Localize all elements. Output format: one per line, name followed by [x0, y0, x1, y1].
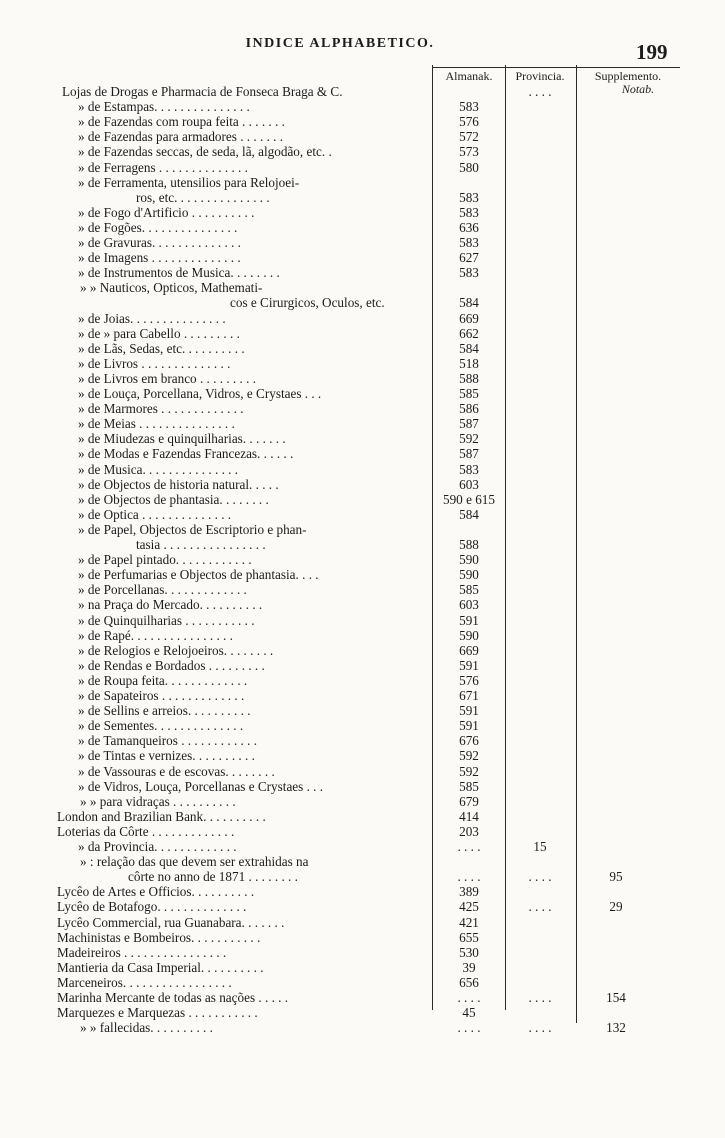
entry-label: » de Instrumentos de Musica. . . . . . . .	[78, 265, 280, 281]
entry-almanak-page: 590	[459, 567, 479, 583]
index-entry	[0, 190, 700, 205]
index-entry	[0, 265, 700, 280]
entry-almanak-page: 585	[459, 386, 479, 401]
entry-label: » de Tintas e vernizes. . . . . . . . . .	[78, 748, 255, 764]
index-entry	[0, 295, 700, 310]
entry-label: » de Roupa feita. . . . . . . . . . . . .	[78, 672, 248, 688]
entry-almanak-page: 425	[459, 899, 479, 915]
index-entry	[0, 220, 700, 235]
index-entry	[0, 794, 700, 809]
index-entry	[0, 930, 700, 945]
entry-almanak-page: 669	[459, 642, 479, 658]
index-entry	[0, 915, 700, 930]
index-entry	[0, 884, 700, 899]
entry-almanak-page: 671	[459, 688, 479, 703]
index-entry	[0, 144, 700, 159]
entry-label: » de Sementes. . . . . . . . . . . . . .	[78, 718, 244, 734]
entry-label: » de Objectos de historia natural. . . . .	[78, 476, 279, 492]
entry-almanak-page: 679	[459, 793, 479, 809]
index-entry	[0, 250, 700, 265]
entry-label: » de Meias . . . . . . . . . . . . . . .	[78, 416, 235, 432]
entry-label: » de Papel, Objectos de Escriptorio e phan-	[78, 521, 307, 537]
column-header-provincia: Provincia.	[515, 69, 565, 83]
column-header-supplemento-label: Supplemento.	[594, 69, 662, 83]
entry-label: » de Modas e Fazendas Francezas. . . . . .	[78, 446, 294, 462]
index-entry	[0, 597, 700, 612]
entry-provincia-page: . . . .	[528, 1020, 552, 1036]
index-entry	[0, 175, 700, 190]
index-entry	[0, 492, 700, 507]
entry-almanak-page: 203	[459, 823, 479, 839]
index-entry	[0, 537, 700, 552]
entry-almanak-page: 591	[459, 612, 479, 628]
index-entry	[0, 809, 700, 824]
index-entry	[0, 764, 700, 779]
entry-almanak-page: 636	[459, 219, 479, 235]
entry-supplemento-page: 132	[606, 1020, 626, 1036]
entry-label: » de Vassouras e de escovas. . . . . . . .	[78, 763, 275, 779]
index-entry	[0, 371, 700, 386]
entry-label: » de » para Cabello . . . . . . . . .	[78, 325, 240, 341]
entry-label: » de Ferragens . . . . . . . . . . . . . .	[78, 159, 248, 175]
entry-label: » de Ferramenta, utensilios para Relojoei-	[78, 174, 300, 190]
entry-label: » de Objectos de phantasia. . . . . . . .	[78, 491, 269, 507]
entry-label: London and Brazilian Bank. . . . . . . . . .	[57, 808, 266, 824]
entry-almanak-page: 590	[459, 627, 479, 643]
entry-almanak-page: 591	[459, 703, 479, 719]
entry-provincia-page: . . . .	[528, 990, 552, 1005]
index-entry	[0, 356, 700, 371]
index-entry	[0, 386, 700, 401]
index-entry	[0, 1020, 700, 1035]
entry-label: » de Fogões. . . . . . . . . . . . . . .	[78, 219, 238, 235]
entry-label: » de Imagens . . . . . . . . . . . . . .	[78, 250, 241, 266]
entry-label: » da Provincia. . . . . . . . . . . . .	[78, 839, 237, 854]
entry-almanak-page: 591	[459, 718, 479, 734]
index-entry	[0, 688, 700, 703]
index-entry	[0, 401, 700, 416]
entry-label: Marinha Mercante de todas as nações . . . . .	[57, 990, 289, 1005]
entry-label: » de Sellins e arreios. . . . . . . . . .	[78, 703, 251, 719]
entry-almanak-page: 592	[459, 763, 479, 779]
entry-almanak-page: 588	[459, 370, 479, 386]
entry-almanak-page: 592	[459, 431, 479, 447]
index-entry	[0, 114, 700, 129]
entry-label: » de Estampas. . . . . . . . . . . . . . .	[78, 99, 250, 115]
entry-almanak-page: 583	[459, 99, 479, 115]
index-entry	[0, 703, 700, 718]
entry-label: côrte no anno de 1871 . . . . . . . .	[128, 869, 298, 885]
entry-provincia-page: . . . .	[528, 869, 552, 885]
entry-label: » de Porcellanas. . . . . . . . . . . . .	[78, 582, 247, 598]
index-entry	[0, 205, 700, 220]
entry-almanak-page: 576	[459, 672, 479, 688]
index-entry	[0, 582, 700, 597]
entry-almanak-page: 662	[459, 325, 479, 341]
entry-supplemento-page: 95	[609, 869, 623, 885]
entry-almanak-page: 584	[459, 340, 479, 356]
index-entry	[0, 280, 700, 295]
entry-provincia-page: . . . .	[528, 899, 552, 915]
entry-almanak-page: 580	[459, 159, 479, 175]
entry-almanak-page: 414	[459, 808, 479, 824]
entry-almanak-page: 591	[459, 657, 479, 673]
entry-almanak-page: 587	[459, 416, 479, 432]
entry-label: » de Quinquilharias . . . . . . . . . . .	[78, 612, 255, 628]
index-entry	[0, 673, 700, 688]
entry-provincia-page: . . . .	[528, 84, 552, 99]
entry-almanak-page: 590	[459, 552, 479, 568]
column-header-almanak: Almanak.	[445, 69, 493, 83]
column-header-notab-label: Notab.	[621, 82, 655, 96]
entry-almanak-page: 587	[459, 446, 479, 462]
index-entry	[0, 416, 700, 431]
index-entry	[0, 477, 700, 492]
entry-label: » de Relogios e Relojoeiros. . . . . . . .	[78, 642, 274, 658]
index-entry	[0, 824, 700, 839]
entry-supplemento-page: 154	[606, 990, 626, 1005]
entry-almanak-page: 676	[459, 733, 479, 749]
index-entry	[0, 235, 700, 250]
entry-label: » na Praça do Mercado. . . . . . . . . .	[78, 597, 263, 613]
entry-almanak-page: 669	[459, 310, 479, 326]
entry-label: » de Louça, Porcellana, Vidros, e Crystaes . . .	[78, 386, 322, 401]
entry-almanak-page: 39	[462, 959, 476, 975]
index-entry	[0, 341, 700, 356]
entry-label: tasia . . . . . . . . . . . . . . . .	[136, 537, 266, 552]
entry-almanak-page: 576	[459, 114, 479, 130]
entry-almanak-page: 655	[459, 929, 479, 945]
entry-label: » de Fazendas seccas, de seda, lã, algodão, etc. .	[78, 144, 332, 160]
index-entry	[0, 522, 700, 537]
entry-label: » de Rapé. . . . . . . . . . . . . . . .	[78, 627, 233, 643]
entry-provincia-page: 15	[533, 839, 547, 854]
entry-label: » de Gravuras. . . . . . . . . . . . . .	[78, 235, 241, 250]
index-entry	[0, 446, 700, 461]
index-entry	[0, 658, 700, 673]
entry-label: Lycêo de Artes e Officios. . . . . . . . . .	[57, 884, 255, 900]
index-entry	[0, 99, 700, 114]
entry-label: » » fallecidas. . . . . . . . . .	[80, 1020, 213, 1036]
entry-label: Loterias da Côrte . . . . . . . . . . . . .	[57, 823, 235, 839]
entry-almanak-page: 572	[459, 129, 479, 145]
entry-almanak-page: 603	[459, 597, 479, 613]
column-header-rule	[432, 67, 680, 68]
entry-label: Machinistas e Bombeiros. . . . . . . . . . .	[57, 929, 261, 945]
entry-almanak-page: 530	[459, 944, 479, 960]
entry-label: » de Fogo d'Artificio . . . . . . . . . .	[78, 204, 255, 220]
index-entry	[0, 945, 700, 960]
entry-almanak-page: . . . .	[457, 839, 481, 854]
entry-almanak-page: . . . .	[457, 1020, 481, 1036]
index-entry	[0, 960, 700, 975]
index-entry	[0, 160, 700, 175]
index-entry	[0, 733, 700, 748]
page-number: 199	[636, 40, 668, 64]
entry-almanak-page: 421	[459, 914, 479, 930]
entry-almanak-page: . . . .	[457, 869, 481, 885]
index-entry	[0, 869, 700, 884]
entry-almanak-page: 584	[459, 506, 479, 522]
entry-almanak-page: . . . .	[457, 990, 481, 1005]
index-entry	[0, 899, 700, 914]
entry-label: » de Livros em branco . . . . . . . . .	[78, 370, 256, 386]
index-entry	[0, 975, 700, 990]
entry-almanak-page: 583	[459, 189, 479, 205]
index-entry	[0, 129, 700, 144]
index-entry	[0, 567, 700, 582]
entry-almanak-page: 603	[459, 476, 479, 492]
index-entry	[0, 507, 700, 522]
entry-label: » de Musica. . . . . . . . . . . . . . .	[78, 461, 239, 477]
entry-label: Marquezes e Marquezas . . . . . . . . . . .	[57, 1005, 258, 1021]
entry-almanak-page: 389	[459, 884, 479, 900]
entry-almanak-page: 583	[459, 461, 479, 477]
entry-label: » de Tamanqueiros . . . . . . . . . . . .	[78, 733, 258, 749]
index-entry	[0, 628, 700, 643]
entry-almanak-page: 45	[462, 1005, 476, 1021]
index-entry	[0, 643, 700, 658]
index-entry	[0, 854, 700, 869]
index-entry	[0, 613, 700, 628]
entry-label: » de Sapateiros . . . . . . . . . . . . .	[78, 688, 245, 703]
entry-label: » de Optica . . . . . . . . . . . . . .	[78, 506, 232, 522]
index-entry	[0, 84, 700, 99]
entry-label: » de Fazendas para armadores . . . . . . .	[78, 129, 284, 145]
index-entry	[0, 1005, 700, 1020]
entry-almanak-page: 583	[459, 235, 479, 250]
index-entry	[0, 431, 700, 446]
index-entry	[0, 326, 700, 341]
entry-almanak-page: 585	[459, 778, 479, 794]
entry-label: Lojas de Drogas e Pharmacia de Fonseca Braga & C.	[62, 84, 343, 99]
entry-almanak-page: 518	[459, 355, 479, 371]
page-title: INDICE ALPHABETICO.	[245, 36, 435, 51]
entry-almanak-page: 584	[459, 295, 479, 311]
entry-label: » de Livros . . . . . . . . . . . . . .	[78, 355, 231, 371]
entry-label: » » para vidraças . . . . . . . . . .	[80, 793, 236, 809]
entry-label: ros, etc. . . . . . . . . . . . . . .	[136, 189, 270, 205]
index-entry	[0, 311, 700, 326]
entry-label: Lycêo Commercial, rua Guanabara. . . . . . .	[57, 914, 285, 930]
entry-almanak-page: 586	[459, 401, 479, 417]
entry-label: Mantieria da Casa Imperial. . . . . . . . . .	[57, 959, 264, 975]
entry-almanak-page: 590 e 615	[442, 491, 495, 507]
index-entry	[0, 839, 700, 854]
entry-label: » de Miudezas e quinquilharias. . . . . . .	[78, 431, 286, 447]
entry-almanak-page: 583	[459, 265, 479, 281]
entry-almanak-page: 592	[459, 748, 479, 764]
entry-almanak-page: 627	[459, 250, 479, 266]
entry-label: Marceneiros. . . . . . . . . . . . . . . . .	[57, 974, 232, 990]
entry-label: Madeireiros . . . . . . . . . . . . . . . .	[57, 944, 227, 960]
entry-supplemento-page: 29	[609, 899, 623, 915]
entry-label: » de Rendas e Bordados . . . . . . . . .	[78, 657, 265, 673]
entry-almanak-page: 656	[459, 974, 479, 990]
entry-label: » de Vidros, Louça, Porcellanas e Crystaes . . .	[78, 778, 324, 794]
entry-label: » de Papel pintado. . . . . . . . . . . .	[78, 552, 252, 568]
entry-label: » de Perfumarias e Objectos de phantasia. . . .	[78, 567, 319, 583]
entry-almanak-page: 583	[459, 204, 479, 220]
entry-label: » : relação das que devem ser extrahidas na	[80, 854, 309, 870]
index-entry	[0, 748, 700, 763]
entry-label: Lycêo de Botafogo. . . . . . . . . . . . . .	[57, 899, 247, 915]
index-entry	[0, 718, 700, 733]
index-entry	[0, 462, 700, 477]
entry-label: » de Joias. . . . . . . . . . . . . . .	[78, 310, 226, 326]
entry-almanak-page: 588	[459, 537, 479, 552]
entry-almanak-page: 585	[459, 582, 479, 598]
entry-label: » de Fazendas com roupa feita . . . . . . .	[78, 114, 285, 130]
entry-label: » de Lãs, Sedas, etc. . . . . . . . . .	[78, 340, 245, 356]
entry-label: » de Marmores . . . . . . . . . . . . .	[78, 401, 244, 417]
index-entry	[0, 779, 700, 794]
entry-label: cos e Cirurgicos, Oculos, etc.	[230, 295, 385, 311]
index-entry	[0, 990, 700, 1005]
index-entry	[0, 552, 700, 567]
entry-label: » » Nauticos, Opticos, Mathemati-	[80, 280, 263, 296]
entry-almanak-page: 573	[459, 144, 479, 160]
